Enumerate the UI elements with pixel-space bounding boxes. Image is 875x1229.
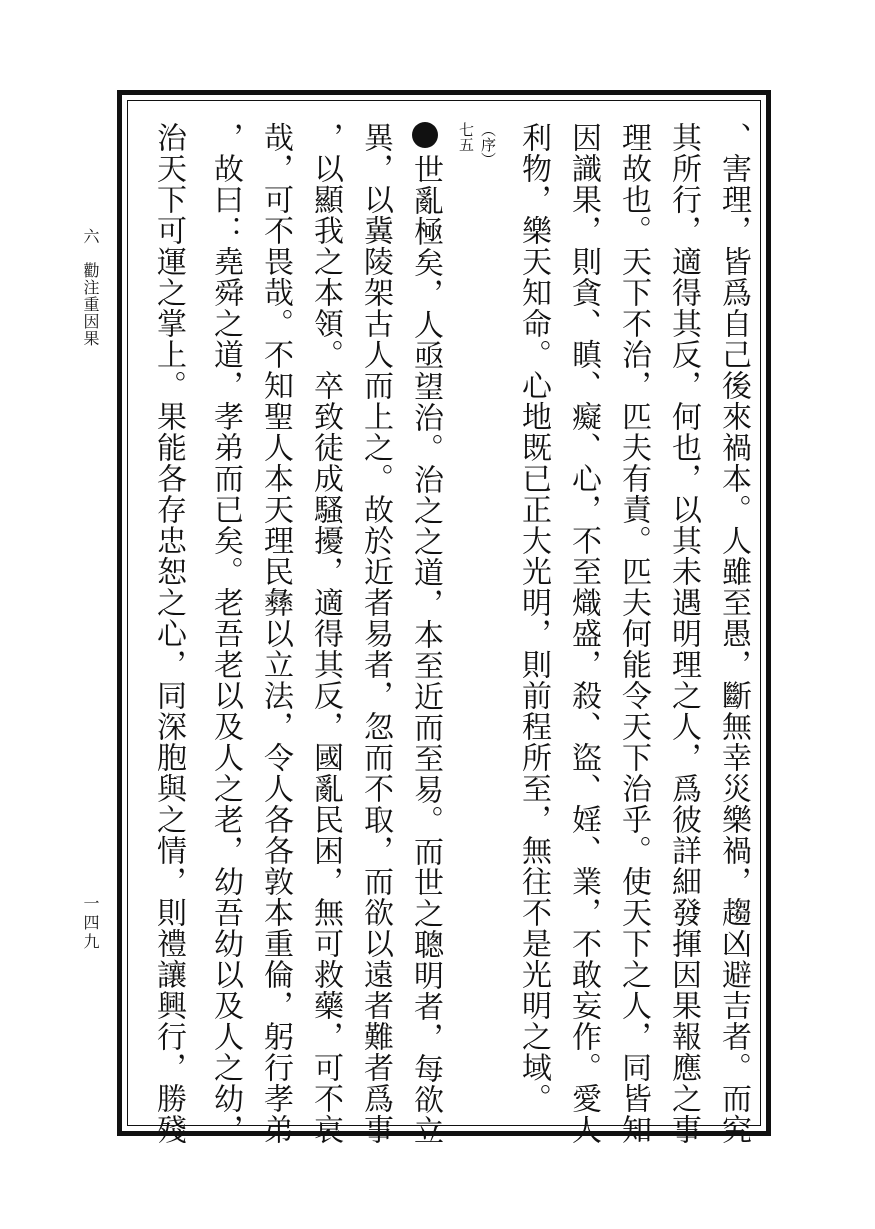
text-column-7: 異，以冀陵架古人而上之。故於近者易者，忽而不取，而欲以遠者難者爲事 [358,122,393,1145]
text-column-11: 治天下可運之掌上。果能各存忠恕之心，同深胞與之情，則禮讓興行，勝殘 [151,122,186,1145]
text-column-4: 因識果，則貪、瞋、癡、心，不至熾盛，殺、盜、婬、業，不敢妄作。愛人 [566,122,601,1145]
text-column-8: ，以顯我之本領。卒致徒成騷擾，適得其反，國亂民困，無可救藥，可不哀 [308,122,343,1145]
page-number-left: 六 [81,228,100,244]
text-column-5: 利物，樂天知命。心地既已正大光明，則前程所至，無往不是光明之域。 [516,122,551,1114]
text-column-10: ，故曰：堯舜之道，孝弟而已矣。老吾老以及人之老，幼吾幼以及人之幼， [208,122,243,1145]
paragraph-bullet-icon [412,122,438,148]
text-column-6 [405,122,445,1146]
text-column-1: 、害理，皆爲自己後來禍本。人雖至愚，斷無幸災樂禍，趨凶避吉者。而究 [716,122,751,1145]
text-column-3: 理故也。天下不治，匹夫有責。匹夫何能令天下治乎。使天下之人，同皆知 [616,122,651,1145]
section-label-number: 七五 [457,122,475,152]
book-title: 勸注重因果 [81,262,100,347]
page-number-right: 一四九 [81,895,100,952]
text-column-2: 其所行，適得其反，何也，以其未遇明理之人，爲彼詳細發揮因果報應之事 [666,122,701,1145]
text-column-6-content: 世亂極矣，人亟望治。治之之道，本至近而至易。而世之聰明者，每欲立 [408,154,443,1146]
section-label-name: （序） [479,122,497,167]
text-column-9: 哉，可不畏哉。不知聖人本天理民彝以立法，令人各各敦本重倫，躬行孝弟 [258,122,293,1145]
